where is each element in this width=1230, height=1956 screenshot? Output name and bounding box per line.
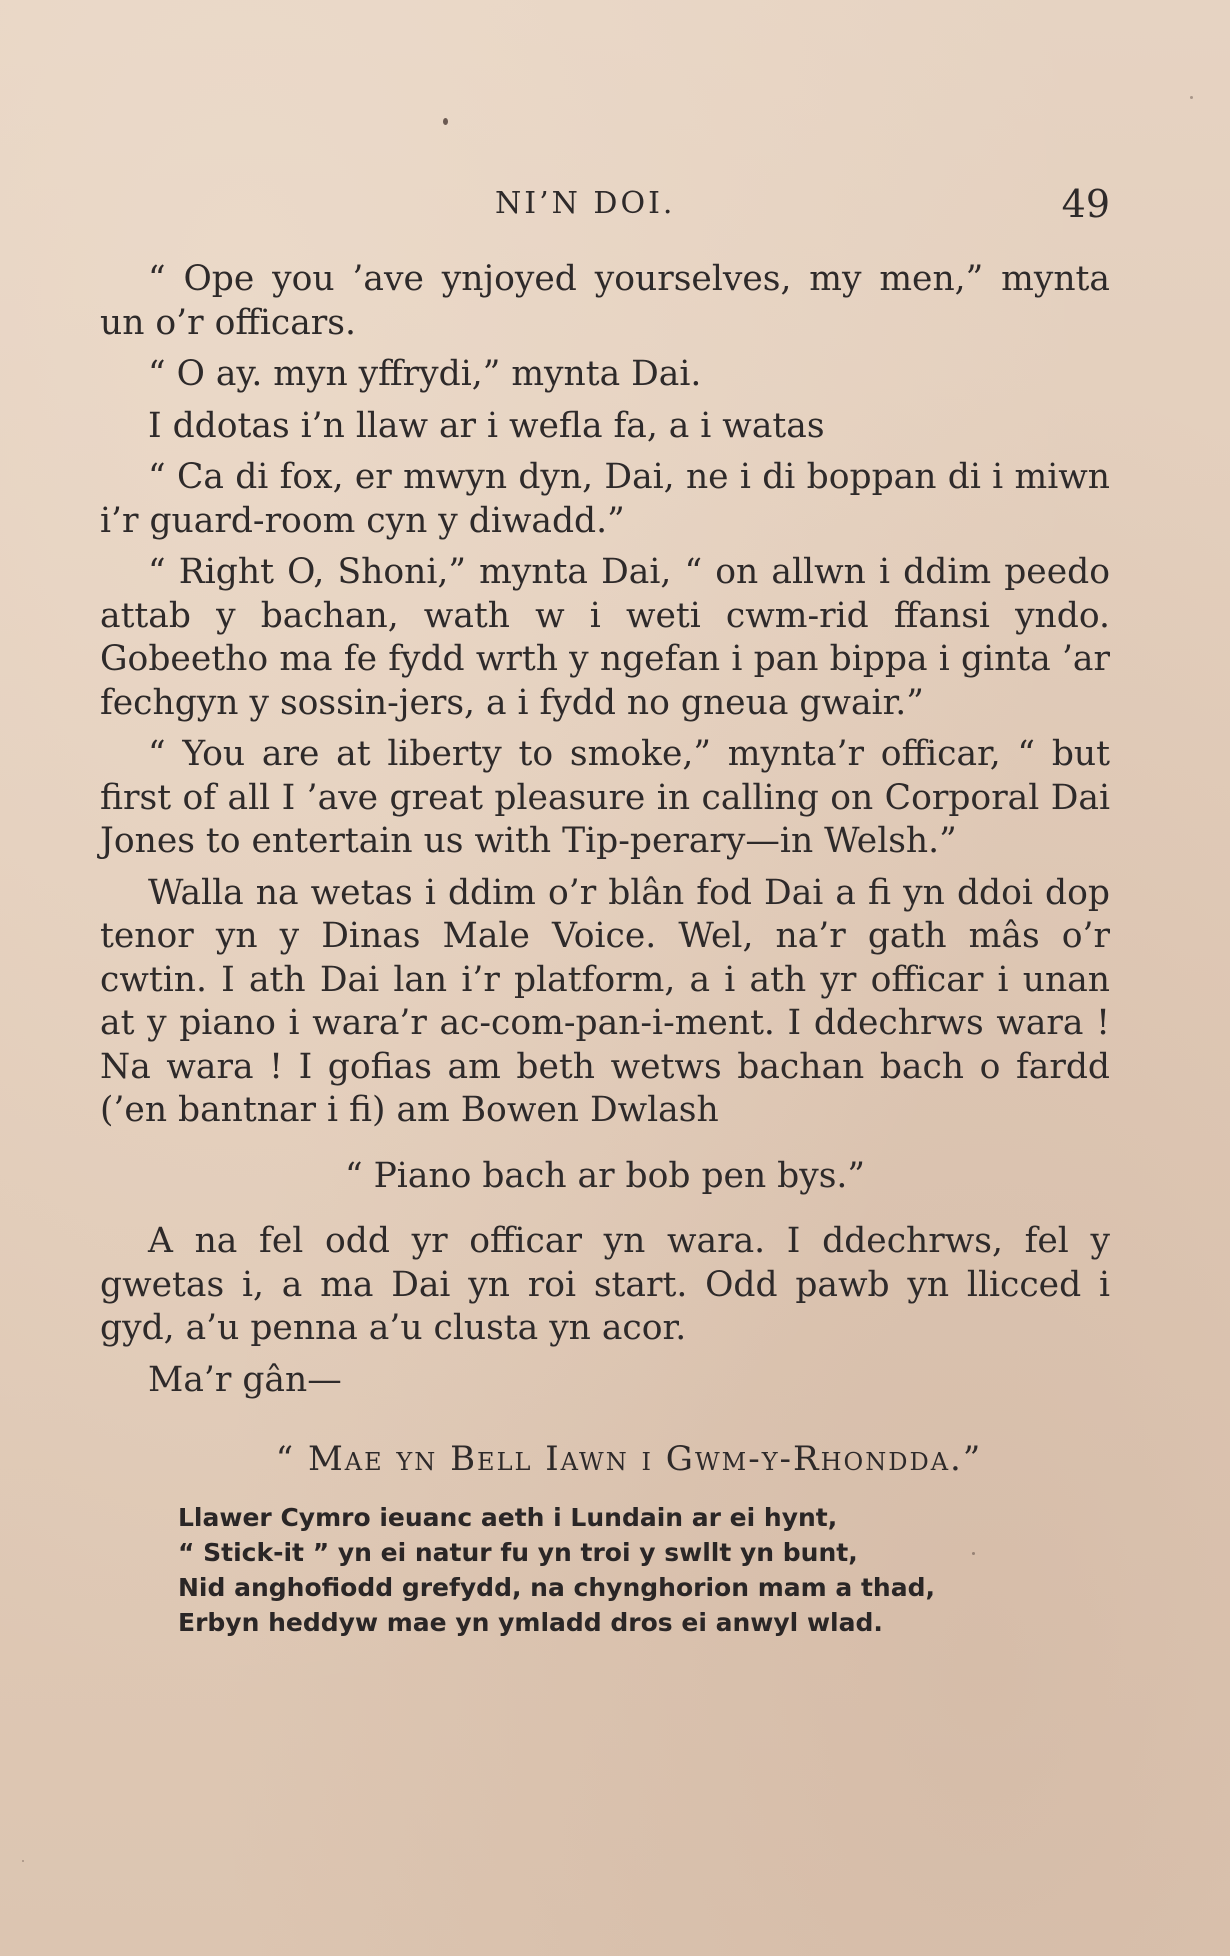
song-verse bbox=[178, 1500, 1110, 1640]
paper-speck bbox=[22, 1860, 24, 1862]
paragraph: “ O ay. myn yffrydi,” mynta Dai. bbox=[148, 354, 702, 394]
paragraph: Walla na wetas i ddim o’r blân fod Dai a fi yn ddoi dop tenor yn y Dinas Male Voice. Wel, na’r gath mâs o’r cwtin. I ath Dai lan i’r platform, a i ath yr officar i unan at y piano i wara’r ac-com-pan-i-ment. I ddechrws wara ! Na wara ! I gofias am beth wetws bachan bach o fardd (’en bantnar i fi) am Bowen Dwlash bbox=[100, 872, 1110, 1130]
paper-speck bbox=[1190, 96, 1193, 99]
paragraph: A na fel odd yr officar yn wara. I ddechrws, fel y gwetas i, a ma Dai yn roi start. Odd pawb yn llicced i gyd, a’u penna a’u clusta yn acor. bbox=[100, 1221, 1110, 1348]
paragraph: “ Right O, Shoni,” mynta Dai, “ on allwn i ddim peedo attab y bachan, wath w i weti cwm-rid ffansi yndo. Gobeetho ma fe fydd wrth y ngefan i pan bippa i ginta ’ar fechgyn y sossin-jers, a i fydd no gneua gwair.” bbox=[100, 552, 1110, 723]
quote-line: “ Piano bach ar bob pen bys.” bbox=[344, 1155, 866, 1196]
chapter-title: NI’N DOI. bbox=[495, 186, 676, 221]
paragraph: “ Ca di fox, er mwyn dyn, Dai, ne i di boppan di i miwn i’r guard-room cyn y diwadd.” bbox=[100, 457, 1110, 541]
verse-line: Llawer Cymro ieuanc aeth i Lundain ar ei hynt, bbox=[178, 1502, 838, 1532]
paper-speck bbox=[443, 118, 448, 125]
running-head bbox=[100, 182, 1110, 232]
page-number: 49 bbox=[1061, 182, 1110, 226]
paragraph: Ma’r gân— bbox=[148, 1359, 342, 1400]
verse-line: Erbyn heddyw mae yn ymladd dros ei anwyl wlad. bbox=[178, 1607, 883, 1637]
paragraph: “ Ope you ’ave ynjoyed yourselves, my men,” mynta un o’r officars. bbox=[100, 259, 1110, 343]
paragraph: “ You are at liberty to smoke,” mynta’r officar, “ but first of all I ’ave great pleasure in calling on Corporal Dai Jones to entertain us with Tip-perary—in Welsh.” bbox=[100, 734, 1110, 861]
verse-line: “ Stick-it ” yn ei natur fu yn troi y swllt yn bunt, bbox=[178, 1537, 858, 1567]
verse-line: Nid anghofiodd grefydd, na chynghorion mam a thad, bbox=[178, 1572, 935, 1602]
body-text bbox=[100, 258, 1110, 1640]
paragraph: I ddotas i’n llaw ar i wefla fa, a i watas bbox=[148, 405, 825, 446]
song-title: “ Mae yn Bell Iawn i Gwm-y-Rhondda.” bbox=[275, 1439, 983, 1479]
